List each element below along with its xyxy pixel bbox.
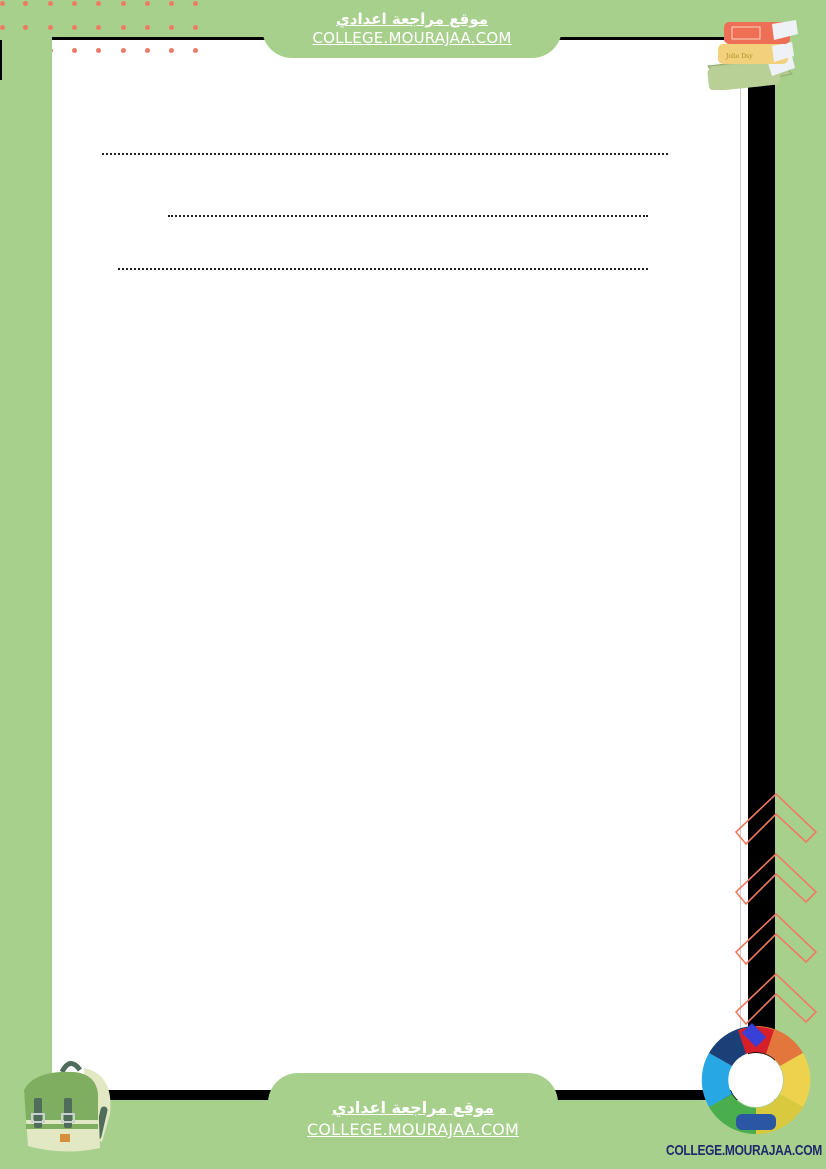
answer-line-b[interactable] <box>168 215 648 217</box>
education-wheel-logo <box>694 1022 818 1138</box>
footer-banner[interactable] <box>268 1073 558 1169</box>
left-frame-line <box>0 40 2 80</box>
left-frame-strip <box>0 37 52 1100</box>
header-banner[interactable] <box>262 0 562 58</box>
svg-text:Jolie Dsy: Jolie Dsy <box>726 53 753 60</box>
footer-banner-site[interactable]: COLLEGE.MOURAJAA.COM <box>307 1120 519 1139</box>
books-stack-icon <box>700 8 800 90</box>
logo-site-label[interactable]: COLLEGE.MOURAJAA.COM <box>665 1141 822 1159</box>
chevron-up-icon <box>734 790 818 1040</box>
worksheet-page <box>52 40 748 1090</box>
footer-banner-arabic[interactable]: موقع مراجعة اعدادي <box>331 1098 495 1117</box>
backpack-icon <box>14 1054 114 1154</box>
header-banner-arabic[interactable]: موقع مراجعة اعدادي <box>336 10 488 28</box>
answer-line-c[interactable] <box>118 268 648 270</box>
answer-line-a[interactable] <box>102 153 668 155</box>
header-banner-site[interactable]: COLLEGE.MOURAJAA.COM <box>312 29 512 47</box>
